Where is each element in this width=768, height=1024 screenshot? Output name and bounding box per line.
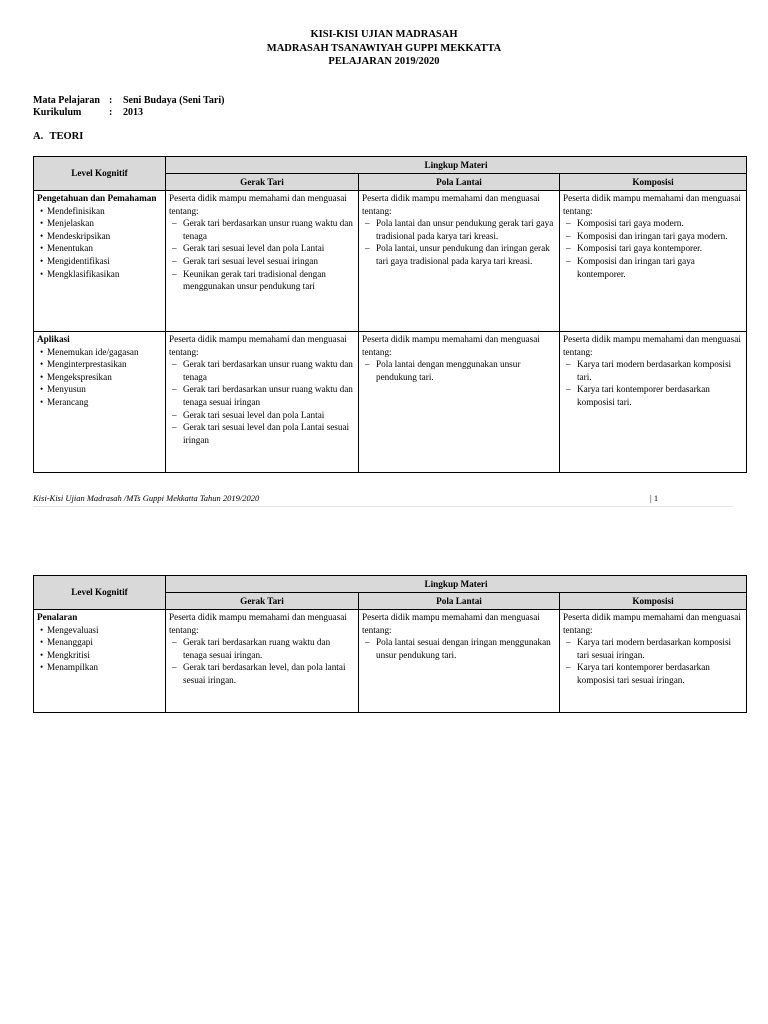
section-letter: A. bbox=[33, 131, 44, 142]
list-item: – Komposisi tari gaya kontemporer. bbox=[563, 242, 743, 255]
list-item: – Pola lantai sesuai dengan iringan menggunakan unsur pendukung tari. bbox=[362, 636, 556, 661]
komposisi-cell bbox=[560, 610, 747, 713]
kisi-table-1 bbox=[33, 156, 747, 473]
list-item: • Mengkritisi bbox=[37, 649, 162, 662]
document-header bbox=[0, 28, 768, 69]
subject-value: Seni Budaya (Seni Tari) bbox=[123, 95, 225, 106]
cell-intro: Peserta didik mampu memahami dan menguasai tentang: bbox=[362, 193, 540, 216]
komposisi-cell bbox=[560, 332, 747, 473]
colon: : bbox=[109, 107, 113, 118]
level-cell bbox=[34, 610, 166, 713]
scope-header: Lingkup Materi bbox=[166, 576, 747, 593]
list-item: – Gerak tari berdasarkan ruang waktu dan tenaga sesuai iringan. bbox=[169, 636, 355, 661]
cell-intro: Peserta didik mampu memahami dan menguasai tentang: bbox=[362, 334, 540, 357]
list-item: – Karya tari modern berdasarkan komposisi tari sesuai iringan. bbox=[563, 636, 743, 661]
level-header: Level Kognitif bbox=[34, 157, 166, 191]
list-item: – Komposisi dan iringan tari gaya kontemporer. bbox=[563, 255, 743, 280]
list-item: – Gerak tari sesuai level dan pola Lantai bbox=[169, 242, 355, 255]
cell-intro: Peserta didik mampu memahami dan menguasai tentang: bbox=[362, 612, 540, 635]
gerak-cell bbox=[166, 332, 359, 473]
pola-cell bbox=[359, 191, 560, 332]
list-item: • Mengidentifikasi bbox=[37, 255, 162, 268]
pola-cell bbox=[359, 610, 560, 713]
header-school: MADRASAH TSANAWIYAH GUPPI MEKKATTA bbox=[266, 42, 502, 54]
komposisi-cell bbox=[560, 191, 747, 332]
list-item: • Mendefinisikan bbox=[37, 205, 162, 218]
komposisi-header: Komposisi bbox=[560, 593, 747, 610]
section-heading bbox=[33, 131, 83, 142]
list-item: – Gerak tari berdasarkan unsur ruang waktu dan tenaga bbox=[169, 217, 355, 242]
list-item: • Merancang bbox=[37, 396, 162, 409]
list-item: – Gerak tari sesuai level dan pola Lantai sesuai iringan bbox=[169, 421, 355, 446]
footer-text: Kisi-Kisi Ujian Madrasah /MTs Guppi Mekkatta Tahun 2019/2020 bbox=[33, 493, 260, 503]
list-item: • Mengevaluasi bbox=[37, 624, 162, 637]
cell-intro: Peserta didik mampu memahami dan menguasai tentang: bbox=[169, 612, 347, 635]
table-row bbox=[34, 610, 747, 713]
level-title: Aplikasi bbox=[37, 334, 70, 344]
table-row bbox=[34, 191, 747, 332]
level-header: Level Kognitif bbox=[34, 576, 166, 610]
colon: : bbox=[109, 95, 113, 106]
curriculum-value: 2013 bbox=[123, 107, 143, 118]
list-item: • Menentukan bbox=[37, 242, 162, 255]
level-cell bbox=[34, 191, 166, 332]
list-item: – Gerak tari berdasarkan level, dan pola lantai sesuai iringan. bbox=[169, 661, 355, 686]
list-item: – Karya tari modern berdasarkan komposisi tari. bbox=[563, 358, 743, 383]
scope-header: Lingkup Materi bbox=[166, 157, 747, 174]
list-item: – Komposisi dan iringan tari gaya modern. bbox=[563, 230, 743, 243]
gerak-header: Gerak Tari bbox=[166, 174, 359, 191]
gerak-cell bbox=[166, 191, 359, 332]
list-item: • Menyusun bbox=[37, 383, 162, 396]
kisi-table-2 bbox=[33, 575, 747, 713]
list-item: • Menginterprestasikan bbox=[37, 358, 162, 371]
list-item: • Menjelaskan bbox=[37, 217, 162, 230]
cell-intro: Peserta didik mampu memahami dan menguasai tentang: bbox=[563, 193, 741, 216]
table-row bbox=[34, 332, 747, 473]
list-item: – Gerak tari berdasarkan unsur ruang waktu dan tenaga bbox=[169, 358, 355, 383]
level-cell bbox=[34, 332, 166, 473]
header-title: KISI-KISI UJIAN MADRASAH bbox=[310, 29, 458, 40]
footer-divider bbox=[33, 506, 733, 507]
list-item: • Mengklasifikasikan bbox=[37, 268, 162, 281]
cell-intro: Peserta didik mampu memahami dan menguasai tentang: bbox=[563, 334, 741, 357]
gerak-header: Gerak Tari bbox=[166, 593, 359, 610]
section-title: TEORI bbox=[49, 131, 84, 142]
pola-header: Pola Lantai bbox=[359, 174, 560, 191]
subject-meta bbox=[33, 95, 224, 119]
list-item: • Menemukan ide/gagasan bbox=[37, 346, 162, 359]
cell-intro: Peserta didik mampu memahami dan menguasai tentang: bbox=[169, 334, 347, 357]
page-footer bbox=[33, 493, 733, 503]
list-item: – Komposisi tari gaya modern. bbox=[563, 217, 743, 230]
list-item: – Karya tari kontemporer berdasarkan komposisi tari. bbox=[563, 383, 743, 408]
list-item: – Pola lantai dengan menggunakan unsur pendukung tari. bbox=[362, 358, 556, 383]
list-item: • Menampilkan bbox=[37, 661, 162, 674]
level-title: Penalaran bbox=[37, 612, 78, 622]
list-item: • Mendeskripsikan bbox=[37, 230, 162, 243]
list-item: – Karya tari kontemporer berdasarkan komposisi tari sesuai iringan. bbox=[563, 661, 743, 686]
komposisi-header: Komposisi bbox=[560, 174, 747, 191]
list-item: • Menanggapi bbox=[37, 636, 162, 649]
level-title: Pengetahuan dan Pemahaman bbox=[37, 193, 157, 203]
cell-intro: Peserta didik mampu memahami dan menguasai tentang: bbox=[169, 193, 347, 216]
list-item: – Pola lantai, unsur pendukung dan iringan gerak tari gaya tradisional pada karya tari kreasi. bbox=[362, 242, 556, 267]
header-year: PELAJARAN 2019/2020 bbox=[328, 56, 440, 67]
pola-cell bbox=[359, 332, 560, 473]
list-item: – Keunikan gerak tari tradisional dengan menggunakan unsur pendukung tari bbox=[169, 268, 355, 293]
level-list bbox=[37, 205, 162, 281]
list-item: – Gerak tari sesuai level dan pola Lantai bbox=[169, 409, 355, 422]
list-item: • Mengekspresikan bbox=[37, 371, 162, 384]
list-item: – Gerak tari berdasarkan unsur ruang waktu dan tenaga sesuai iringan bbox=[169, 383, 355, 408]
curriculum-label: Kurikulum bbox=[33, 107, 82, 118]
list-item: – Pola lantai dan unsur pendukung gerak tari gaya tradisional pada karya tari kreasi. bbox=[362, 217, 556, 242]
gerak-cell bbox=[166, 610, 359, 713]
subject-label: Mata Pelajaran bbox=[33, 95, 100, 106]
list-item: – Gerak tari sesuai level sesuai iringan bbox=[169, 255, 355, 268]
page-number: | 1 bbox=[650, 493, 659, 503]
cell-intro: Peserta didik mampu memahami dan menguasai tentang: bbox=[563, 612, 741, 635]
pola-header: Pola Lantai bbox=[359, 593, 560, 610]
